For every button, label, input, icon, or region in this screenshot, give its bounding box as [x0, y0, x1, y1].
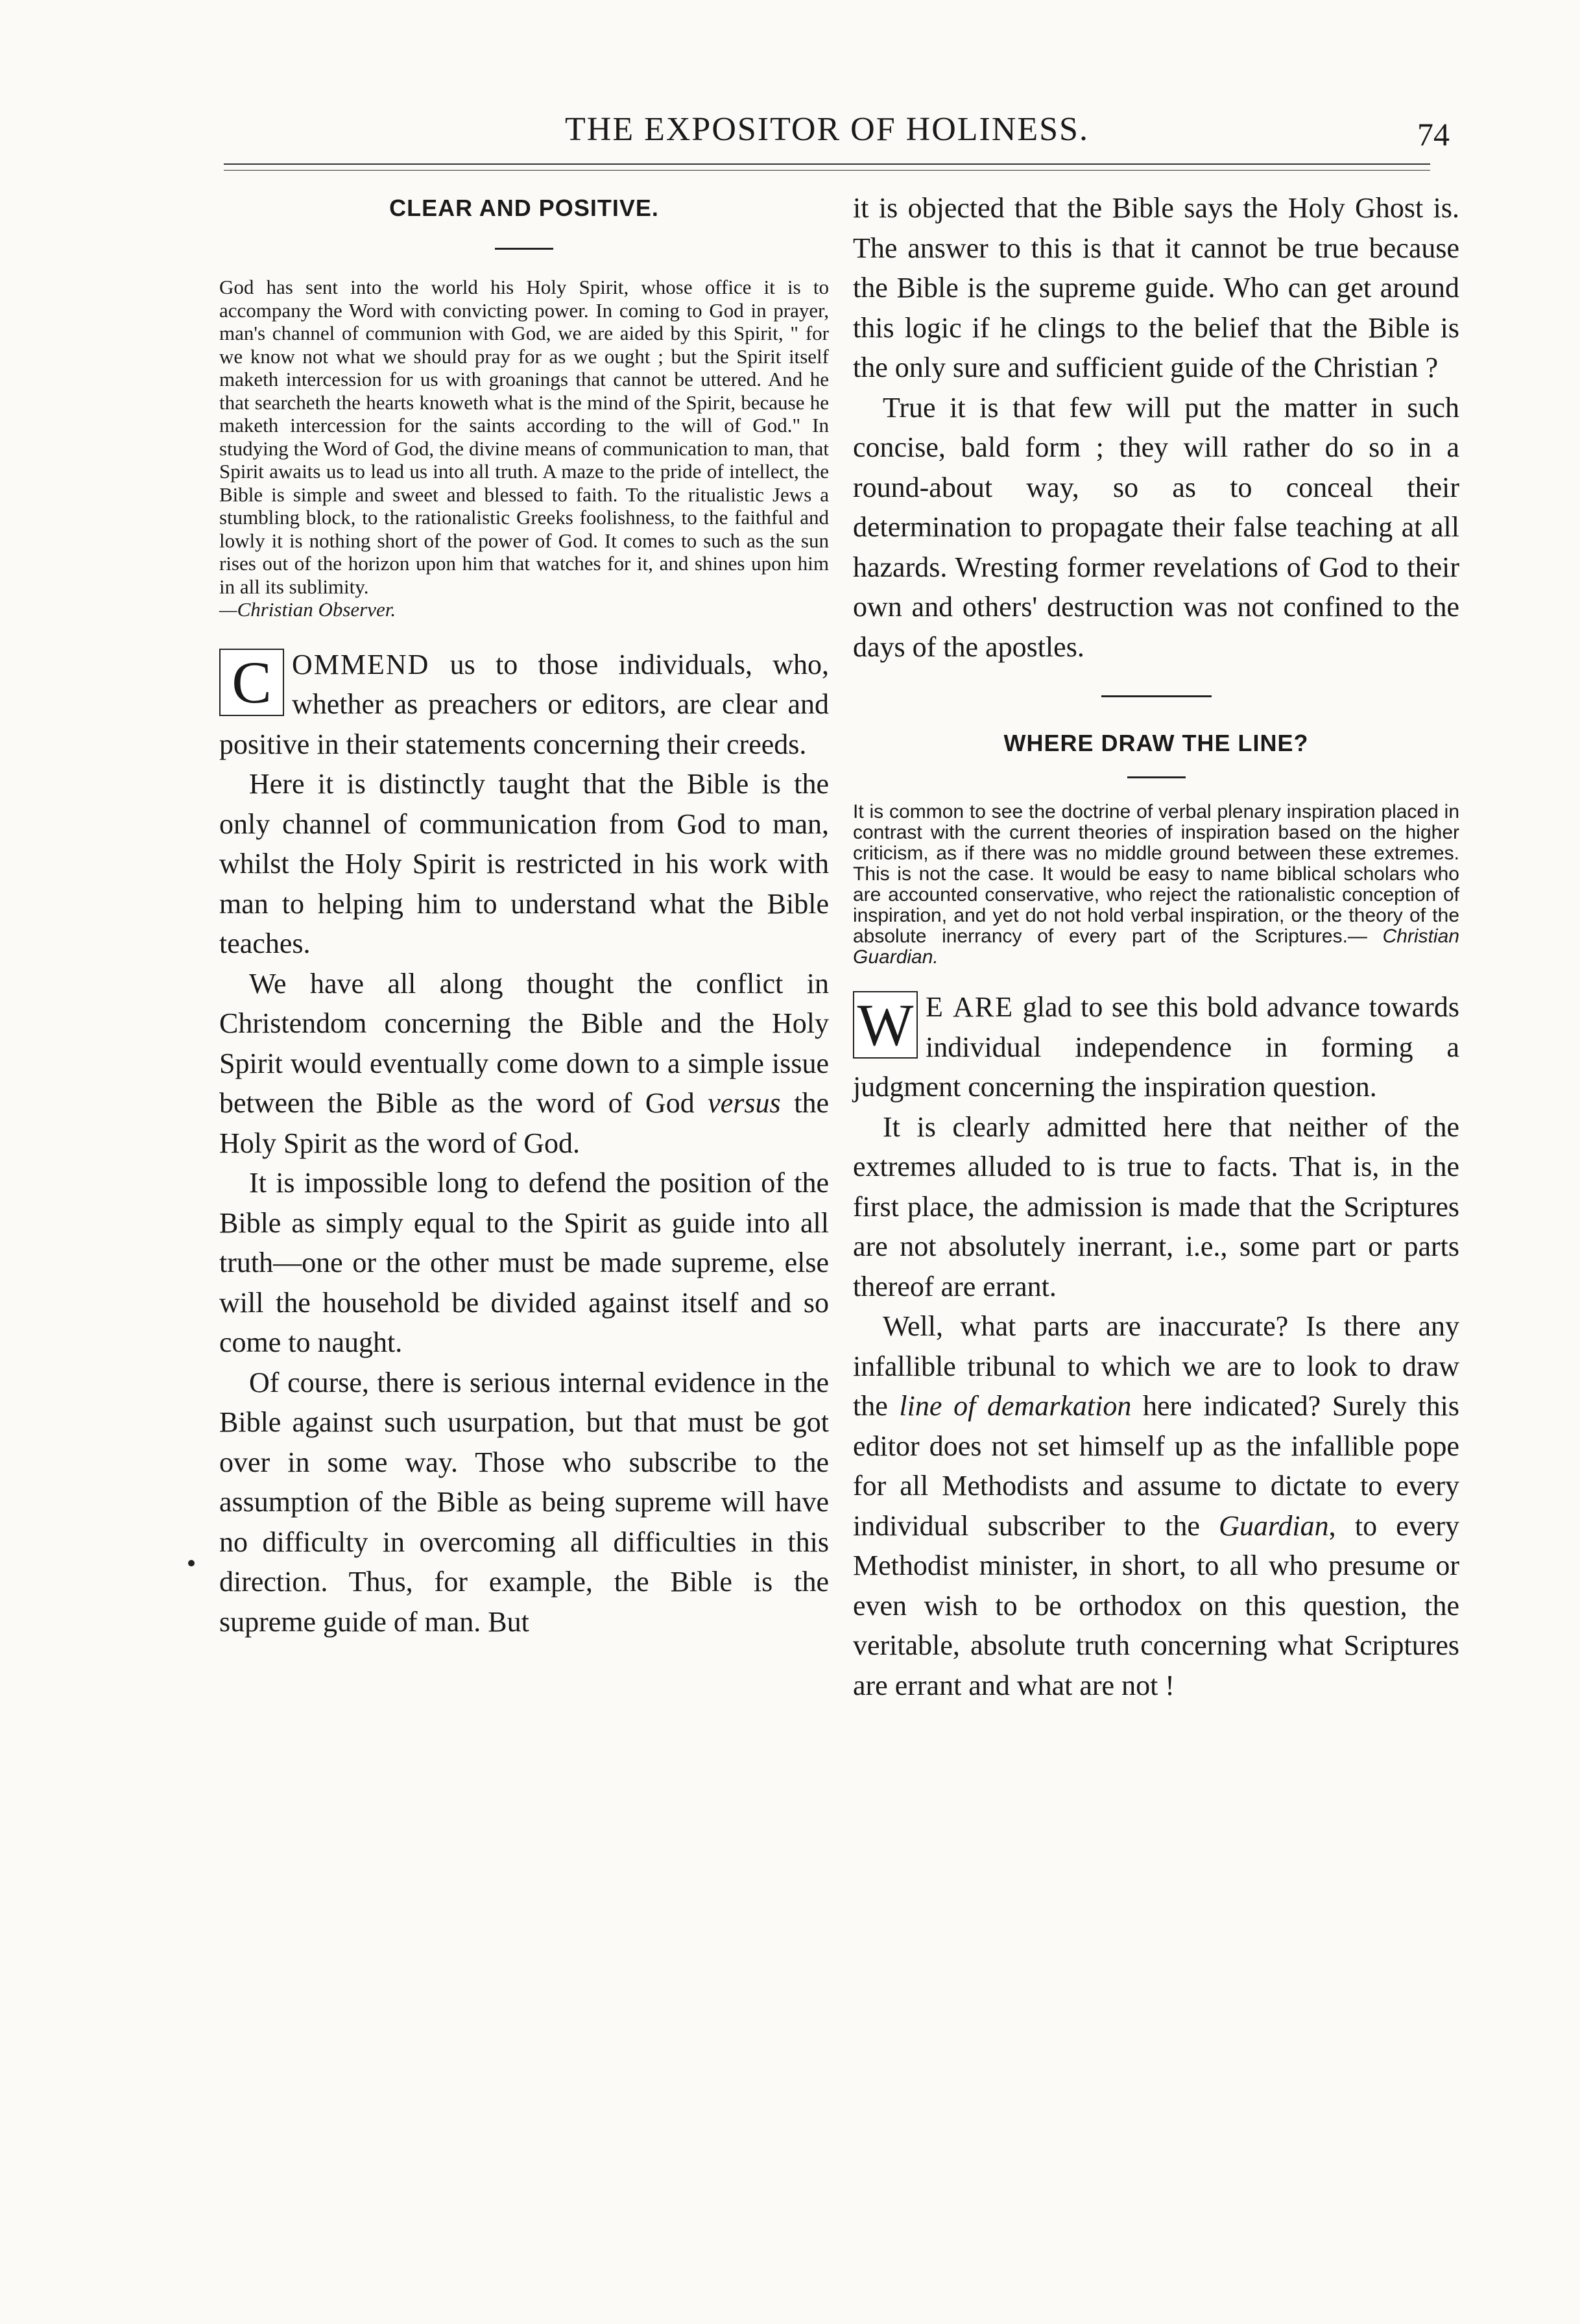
paragraph-commend: [219, 645, 829, 765]
emphasis-versus: versus: [708, 1087, 781, 1119]
page-header: [224, 110, 1450, 162]
paragraph-text: Well, what parts are inaccurate? Is there any infallible tribunal to which we are to look to draw the: [853, 1310, 1459, 1422]
paragraph-we-are-glad: [853, 987, 1459, 1107]
paragraph-distinctly-taught: Here it is distinctly taught that the Bible is the only channel of communication from God to man, whilst the Holy Spirit is restricted in his work with man to helping him to understand what the Bible teaches.: [219, 768, 829, 959]
paragraph-text: us to those individuals, who, whether as preachers or editors, are clear and positive in their statements concerning their creeds.: [219, 648, 829, 760]
paragraph-text: here indicated? Surely this editor does not set himself up as the infallible pope for all Methodists and assume to dictate to every individual subscriber to the: [853, 1390, 1459, 1542]
paragraph-impossible: It is impossible long to defend the position of the Bible as simply equal to the Spirit as guide into all truth—one or the other must be made supreme, else will the household be divided against itself and so come to naught.: [219, 1167, 829, 1358]
smallcaps-lead: OMMEND: [292, 648, 430, 680]
paragraph-text: We have all along thought the conflict in Christendom concerning the Bible and the Holy Spirit would eventually come down to a simple issue between the Bible as the word of God: [219, 967, 829, 1119]
paragraph-objected: it is objected that the Bible says the Holy Ghost is. The answer to this is that it cannot be true because the Bible is the supreme guide. Who can get around this logic if he clings to the belief that the Bible is the only sure and sufficient guide of the Christian ?: [853, 192, 1459, 383]
quoted-excerpt: [219, 276, 829, 621]
emphasis-guardian: Guardian: [1219, 1509, 1329, 1542]
quote-source: —Christian Observer.: [219, 598, 396, 621]
quote-text: It is common to see the doctrine of verbal plenary inspiration placed in contrast with the current theories of inspiration based on the higher criticism, as if there was no middle ground between these extremes. This is not the case. It would be easy to name biblical scholars who are accounted conservative, who reject the rationalistic conception of inspiration, and yet do not hold verbal inspiration, or the theory of the absolute inerrancy of every part of the Scriptures.—: [853, 801, 1459, 947]
article-heading-clear-and-positive: CLEAR AND POSITIVE.: [389, 195, 659, 221]
dropcap-c: C: [219, 649, 284, 716]
paragraph-clearly-admitted: It is clearly admitted here that neither of the extremes alluded to is true to facts. That is, in the first place, the admission is made that the Scriptures are not absolutely inerrant, i.e., some part or parts thereof are errant.: [853, 1110, 1459, 1302]
quoted-excerpt: [853, 802, 1459, 968]
paragraph-of-course: Of course, there is serious internal evidence in the Bible against such usurpation, but that must be got over in some way. Those who subscribe to the assumption of the Bible as being supreme will have no difficulty in overcoming all difficulties in this direction. Thus, for example, the Bible is the supreme guide of man. But: [219, 1366, 829, 1638]
page-number: 74: [1417, 116, 1450, 152]
paragraph-what-parts: [853, 1306, 1459, 1705]
paragraph-text: the Holy Spirit as the word of God.: [219, 1087, 829, 1159]
paragraph-true-it-is: True it is that few will put the matter in such concise, bald form ; they will rather do so in a round-about way, so as to conceal their determination to propagate their false teaching at all hazards. Wresting former revelations of God to their own and others' destruction was not confined to the days of the apostles.: [853, 391, 1459, 663]
quote-text: God has sent into the world his Holy Spirit, whose office it is to accompany the Word with convicting power. In coming to God in prayer, man's channel of communion with God, we are aided by this Spirit, " for we know not what we should pray for as we ought ; but the Spirit itself maketh intercession for us with groanings that cannot be uttered. And he that searcheth the hearts knoweth what is the mind of the Spirit, because he maketh intercession for the saints according to the will of God." In studying the Word of God, the divine means of communication to man, that Spirit awaits us to lead us into all truth. A maze to the pride of intellect, the Bible is simple and sweet and blessed to faith. To the ritualistic Jews a stumbling block, to the rationalistic Greeks foolishness, to the faithful and lowly it is nothing short of the power of God. It comes to such as the sun rises out of the horizon upon him that watches for it, and shines upon him in all its sublimity.: [219, 276, 829, 598]
paragraph-text: , to every Methodist minister, in short, to all who presume or even wish to be orthodox on this question, the veritable, absolute truth concerning what Scriptures are errant and what are not !: [853, 1509, 1459, 1701]
article-heading-where-draw-the-line: WHERE DRAW THE LINE?: [1003, 730, 1309, 756]
section-rule: [1101, 695, 1212, 697]
quote-source: Christian Guardian.: [853, 926, 1460, 968]
heading-dash: [495, 248, 553, 250]
right-column: [853, 188, 1459, 1705]
margin-dot: [188, 1560, 195, 1566]
paragraph-text: glad to see this bold advance towards individual independence in forming a judgment concerning the inspiration question.: [853, 991, 1459, 1103]
smallcaps-lead: E ARE: [926, 991, 1014, 1023]
header-rule: [224, 163, 1430, 165]
header-rule-thin: [224, 170, 1430, 171]
left-column: [219, 188, 829, 1642]
running-title: THE EXPOSITOR OF HOLINESS.: [565, 111, 1089, 148]
emphasis-line-of-demarkation: line of demarkation: [899, 1390, 1132, 1422]
heading-dash: [1127, 776, 1186, 778]
paragraph-conflict: [219, 964, 829, 1164]
dropcap-w: W: [853, 991, 918, 1059]
